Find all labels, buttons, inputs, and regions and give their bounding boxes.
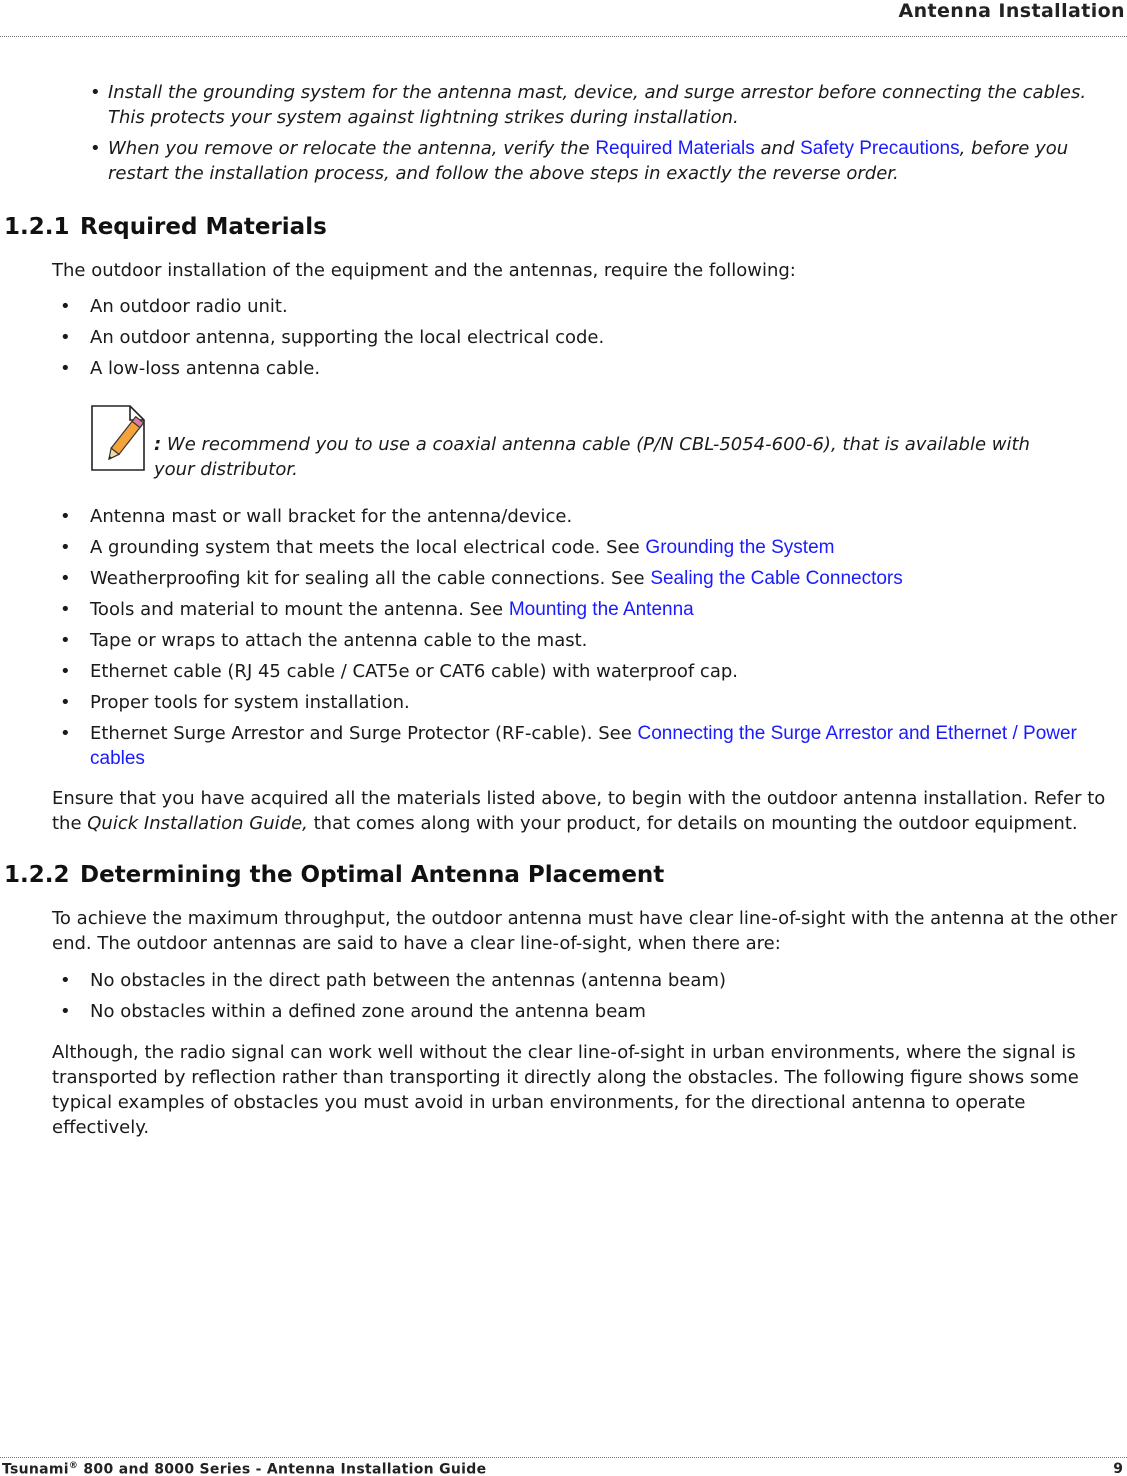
guide-title: Quick Installation Guide, <box>87 813 308 834</box>
note-text: : We recommend you to use a coaxial antenna cable (P/N CBL-5054-600-6), that is available with your distributor. <box>154 434 1030 480</box>
bullet-text: and <box>754 138 801 159</box>
section-number: 1.2.1 <box>4 214 70 240</box>
section-title: Required Materials <box>80 214 327 240</box>
list-item: • A low-loss antenna cable. <box>60 358 321 379</box>
link-grounding-the-system[interactable]: Grounding the System <box>645 537 835 558</box>
list-item: • Proper tools for system installation. <box>60 692 410 713</box>
section-number: 1.2.2 <box>4 862 70 888</box>
header-divider <box>0 36 1127 37</box>
top-bullet-list <box>90 80 1120 192</box>
list-item: • A grounding system that meets the local electrical code. See Grounding the System <box>60 537 835 558</box>
list-item: • An outdoor antenna, supporting the local electrical code. <box>60 327 605 348</box>
bullet-text: Install the grounding system for the antenna mast, device, and surge arrestor before connecting the cables. This protects your system against lightning strikes during installation. <box>108 82 1087 128</box>
link-sealing-cable-connectors[interactable]: Sealing the Cable Connectors <box>650 568 903 589</box>
footer-divider <box>0 1457 1127 1458</box>
note-label: : <box>154 434 162 455</box>
obstacle-list <box>60 968 1120 1024</box>
materials-list-b <box>60 504 1120 771</box>
section-closing: Ensure that you have acquired all the materials listed above, to begin with the outdoor antenna installation. Refer to the Quick Installation Guide, that comes along with your product, for details on mounting the outdoor equipment. <box>52 788 1106 834</box>
section-intro: The outdoor installation of the equipment and the antennas, require the following: <box>52 260 796 281</box>
section-intro: To achieve the maximum throughput, the outdoor antenna must have clear line-of-sight with the antenna at the other end. The outdoor antennas are said to have a clear line-of-sight, when there are: <box>52 908 1118 954</box>
bullet-text: , before you restart the installation process, and follow the above steps in exactly the reverse order. <box>108 138 1069 184</box>
list-item: • No obstacles in the direct path between the antennas (antenna beam) <box>60 970 726 991</box>
list-item: • No obstacles within a defined zone around the antenna beam <box>60 1001 646 1022</box>
list-item: • Ethernet Surge Arrestor and Surge Protector (RF-cable). See Connecting the Surge Arrestor and Ethernet / Power cables <box>60 723 1077 769</box>
bullet-glyph: • <box>90 138 101 159</box>
page-header-title: Antenna Installation <box>898 0 1125 22</box>
list-item: • Weatherproofing kit for sealing all the cable connections. See Sealing the Cable Connectors <box>60 568 903 589</box>
materials-list-a <box>60 294 1120 381</box>
list-item: • An outdoor radio unit. <box>60 296 288 317</box>
section-title: Determining the Optimal Antenna Placement <box>80 862 665 888</box>
link-required-materials[interactable]: Required Materials <box>595 138 755 159</box>
list-item: • Ethernet cable (RJ 45 cable / CAT5e or CAT6 cable) with waterproof cap. <box>60 661 738 682</box>
pencil-note-icon <box>88 404 148 472</box>
list-item <box>90 80 1120 130</box>
note-callout <box>88 404 1088 480</box>
list-item <box>90 136 1120 186</box>
section-heading-required-materials <box>4 214 327 240</box>
link-safety-precautions[interactable]: Safety Precautions <box>800 138 960 159</box>
section-heading-optimal-placement <box>4 862 664 888</box>
list-item: • Tools and material to mount the antenna. See Mounting the Antenna <box>60 599 694 620</box>
list-item: • Tape or wraps to attach the antenna cable to the mast. <box>60 630 588 651</box>
footer-document-title: Tsunami® 800 and 8000 Series - Antenna Installation Guide <box>2 1461 487 1476</box>
bullet-glyph: • <box>90 82 101 103</box>
link-connecting-surge-arrestor[interactable]: Connecting the Surge Arrestor and Ethernet / Power cables <box>90 723 1077 769</box>
section-closing: Although, the radio signal can work well without the clear line-of-sight in urban environments, where the signal is transported by reflection rather than transporting it directly along the obstacles. The following figure shows some typical examples of obstacles you must avoid in urban environments, for the directional antenna to operate effectively. <box>52 1042 1079 1138</box>
link-mounting-the-antenna[interactable]: Mounting the Antenna <box>508 599 694 620</box>
page-number: 9 <box>1113 1461 1123 1476</box>
bullet-text: When you remove or relocate the antenna, verify the <box>108 138 596 159</box>
list-item: • Antenna mast or wall bracket for the antenna/device. <box>60 506 573 527</box>
